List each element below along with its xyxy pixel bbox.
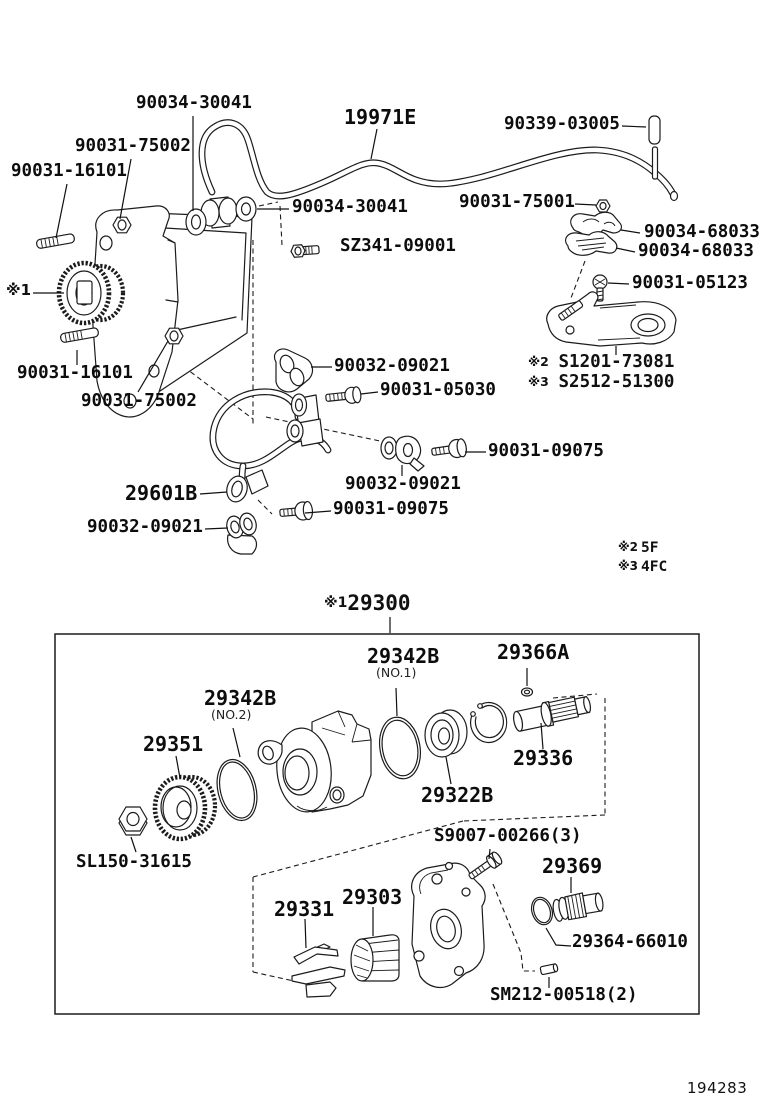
kit-marker: ※1 [324, 595, 348, 611]
callout-oring2-sub: (NO.2) [211, 707, 252, 722]
callout-rotor-29303: 29303 [342, 885, 403, 909]
pump-rear-cover [412, 863, 485, 988]
callout-nut-sl150: SL150-31615 [76, 852, 192, 872]
oring-29342b-no2 [211, 755, 263, 824]
callout-oring-29364: 29364-66010 [572, 932, 688, 952]
callout-washer-b: 90034-30041 [292, 197, 408, 217]
callout-bolt-s9007: S9007-00266(3) [434, 826, 582, 846]
callout-nut-75002-b: 90031-75002 [81, 391, 197, 411]
nut-75001 [596, 200, 610, 212]
callout-stay-s1201: ※2 S1201-73081 [528, 352, 675, 372]
oring-29342b-no1 [375, 714, 425, 782]
callout-stay-s2512: ※3 S2512-51300 [528, 372, 675, 392]
pump-stay-bracket [547, 292, 676, 346]
callout-bolt-05030: 90031-05030 [380, 380, 496, 400]
callout-union-29369: 29369 [542, 854, 603, 878]
callout-bolt-09075-a: 90031-09075 [488, 441, 604, 461]
footnote-2: ※2 5F [618, 540, 659, 556]
snap-ring [471, 703, 507, 743]
callout-hose-19971e: 19971E [344, 105, 417, 129]
callout-clamp-68033-b: 90034-68033 [638, 241, 754, 261]
bolt-09075-b [279, 501, 313, 522]
plug-sm212 [540, 963, 558, 974]
footnote-mark-3: ※3 [528, 374, 549, 389]
footnote-3: ※3 4FC [618, 559, 668, 575]
callout-bolt-sz341: SZ341-09001 [340, 236, 456, 256]
nut-29366a [522, 688, 533, 696]
callout-29366a: 29366A [497, 640, 570, 664]
callout-nut-75001: 90031-75001 [459, 192, 575, 212]
footnote-mark-2: ※2 [528, 354, 549, 369]
callout-gear-29351: 29351 [143, 732, 204, 756]
clamp-90032-a [274, 349, 312, 392]
stud-bolt-b [60, 327, 99, 342]
bolt-s9007 [466, 851, 504, 883]
callout-clamp-90032-c: 90032-09021 [87, 517, 203, 537]
callout-nut-75002-a: 90031-75002 [75, 136, 191, 156]
callout-oring1: 29342B [367, 644, 440, 668]
callout-pin-90339: 90339-03005 [504, 114, 620, 134]
callout-washer-top: 90034-30041 [136, 93, 252, 113]
vacuum-pump-assembly [59, 206, 252, 417]
callout-hose-29601b: 29601B [125, 481, 198, 505]
oring-29364 [528, 895, 556, 928]
callout-clamp-90032-a: 90032-09021 [334, 356, 450, 376]
callout-stud-16101-b: 90031-16101 [17, 363, 133, 383]
callout-oring1-sub: (NO.1) [376, 665, 417, 680]
hose-29601b [213, 392, 328, 504]
callout-clamp-68033-a: 90034-68033 [644, 222, 760, 242]
kit-box-title [324, 593, 411, 614]
pump-front-housing [258, 711, 371, 815]
rotor-29303 [351, 935, 399, 981]
pump-marker: ※1 [6, 281, 32, 299]
drawing-number: 194283 [687, 1079, 748, 1097]
bolt-05030 [325, 386, 361, 406]
callout-shaft-29336: 29336 [513, 746, 574, 770]
vanes-29331 [292, 944, 345, 997]
hose-19971e [202, 123, 678, 201]
callout-clamp-90032-b: 90032-09021 [345, 474, 461, 494]
bolt-sz341 [291, 244, 320, 258]
rotor-shaft-29336 [511, 693, 592, 733]
callout-plug-sm212: SM212-00518(2) [490, 985, 638, 1005]
callout-bolt-09075-b: 90031-09075 [333, 499, 449, 519]
kit-number: 29300 [347, 591, 411, 615]
bolt-09075-a [431, 438, 468, 461]
callout-bearing-29322b: 29322B [421, 783, 494, 807]
clamp-68033-lower [566, 232, 617, 256]
union-29369 [551, 890, 604, 922]
nut-sl150 [119, 807, 147, 835]
gear-29351 [155, 777, 215, 839]
stud-bolt-a [36, 233, 75, 248]
callout-bolt-05123: 90031-05123 [632, 273, 748, 293]
callout-vanes-29331: 29331 [274, 897, 335, 921]
callout-stud-16101-a: 90031-16101 [11, 161, 127, 181]
callout-oring2: 29342B [204, 686, 277, 710]
bearing-29322b [425, 710, 467, 757]
clamp-90032-c [224, 511, 258, 554]
nut-75002-a [113, 217, 131, 233]
